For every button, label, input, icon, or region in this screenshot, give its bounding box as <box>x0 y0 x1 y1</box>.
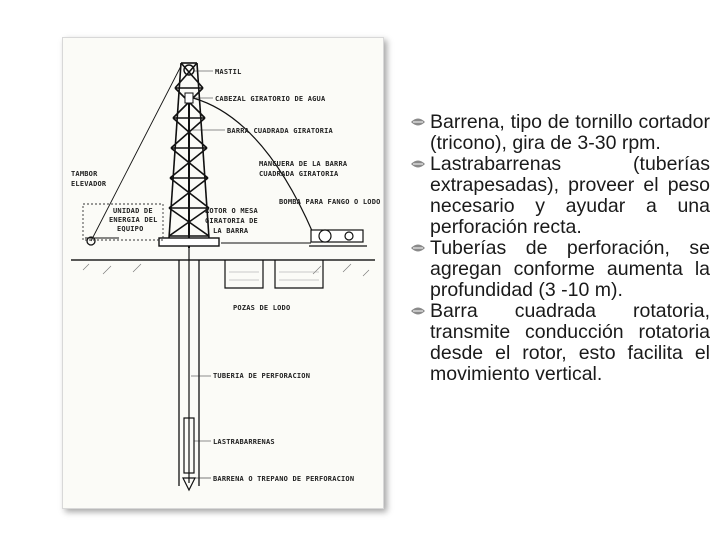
bullet-leaf-icon <box>410 115 426 130</box>
label-unidad-2: ENERGIA DEL <box>109 216 158 224</box>
rotor-table <box>159 238 219 246</box>
label-manguera-1: MANGUERA DE LA BARRA <box>259 160 348 168</box>
bullet-list <box>410 112 710 385</box>
bullet-text: Barra cuadrada rotatoria, transmite conducción rotatoria desde el rotor, esto facilita el movimiento vertical. <box>430 300 710 385</box>
ground-hatching <box>83 264 369 276</box>
mud-texture <box>229 272 319 280</box>
label-unidad-1: UNIDAD DE <box>113 207 153 215</box>
rig-drawing <box>63 38 383 508</box>
label-mastil: MASTIL <box>215 68 242 76</box>
label-barrena: BARRENA O TREPANO DE PERFORACION <box>213 475 355 483</box>
label-pozas: POZAS DE LODO <box>233 304 291 312</box>
label-manguera-2: CUADRADA GIRATORIA <box>259 170 339 178</box>
label-rotor-2: GIRATORIA DE <box>205 217 258 225</box>
swivel-block <box>185 93 193 103</box>
bullet-item <box>410 154 710 238</box>
bullet-item <box>410 112 710 154</box>
bullet-text: Tuberías de perforación, se agregan conforme aumenta la profundidad (3 -10 m). <box>430 237 710 301</box>
bullet-text: Barrena, tipo de tornillo cortador (tricono), gira de 3-30 rpm. <box>430 111 710 154</box>
label-tuberia: TUBERIA DE PERFORACION <box>213 372 311 380</box>
mud-pits <box>225 260 323 288</box>
label-lastrabarrenas: LASTRABARRENAS <box>213 438 275 446</box>
label-unidad-3: EQUIPO <box>117 225 144 233</box>
bullet-leaf-icon <box>410 157 426 172</box>
label-bomba: BOMBA PARA FANGO O LODO <box>279 198 381 206</box>
bullet-leaf-icon <box>410 241 426 256</box>
leader-lines <box>191 71 225 478</box>
label-rotor-3: LA BARRA <box>213 227 249 235</box>
label-barra-cuadrada: BARRA CUADRADA GIRATORIA <box>227 127 333 135</box>
label-cabezal: CABEZAL GIRATORIO DE AGUA <box>215 95 326 103</box>
label-elevador: ELEVADOR <box>71 180 107 188</box>
bullet-item <box>410 238 710 301</box>
drilling-rig-diagram <box>62 37 384 509</box>
bullet-leaf-icon <box>410 304 426 319</box>
bullet-text: Lastrabarrenas (tuberías extrapesadas), proveer el peso necesario y ayudar a una perforación recta. <box>430 153 710 238</box>
crown-block <box>184 65 194 75</box>
mud-pump <box>309 230 367 246</box>
bullet-item <box>410 301 710 385</box>
label-rotor-1: ROTOR O MESA <box>205 207 258 215</box>
label-tambor: TAMBOR <box>71 170 98 178</box>
